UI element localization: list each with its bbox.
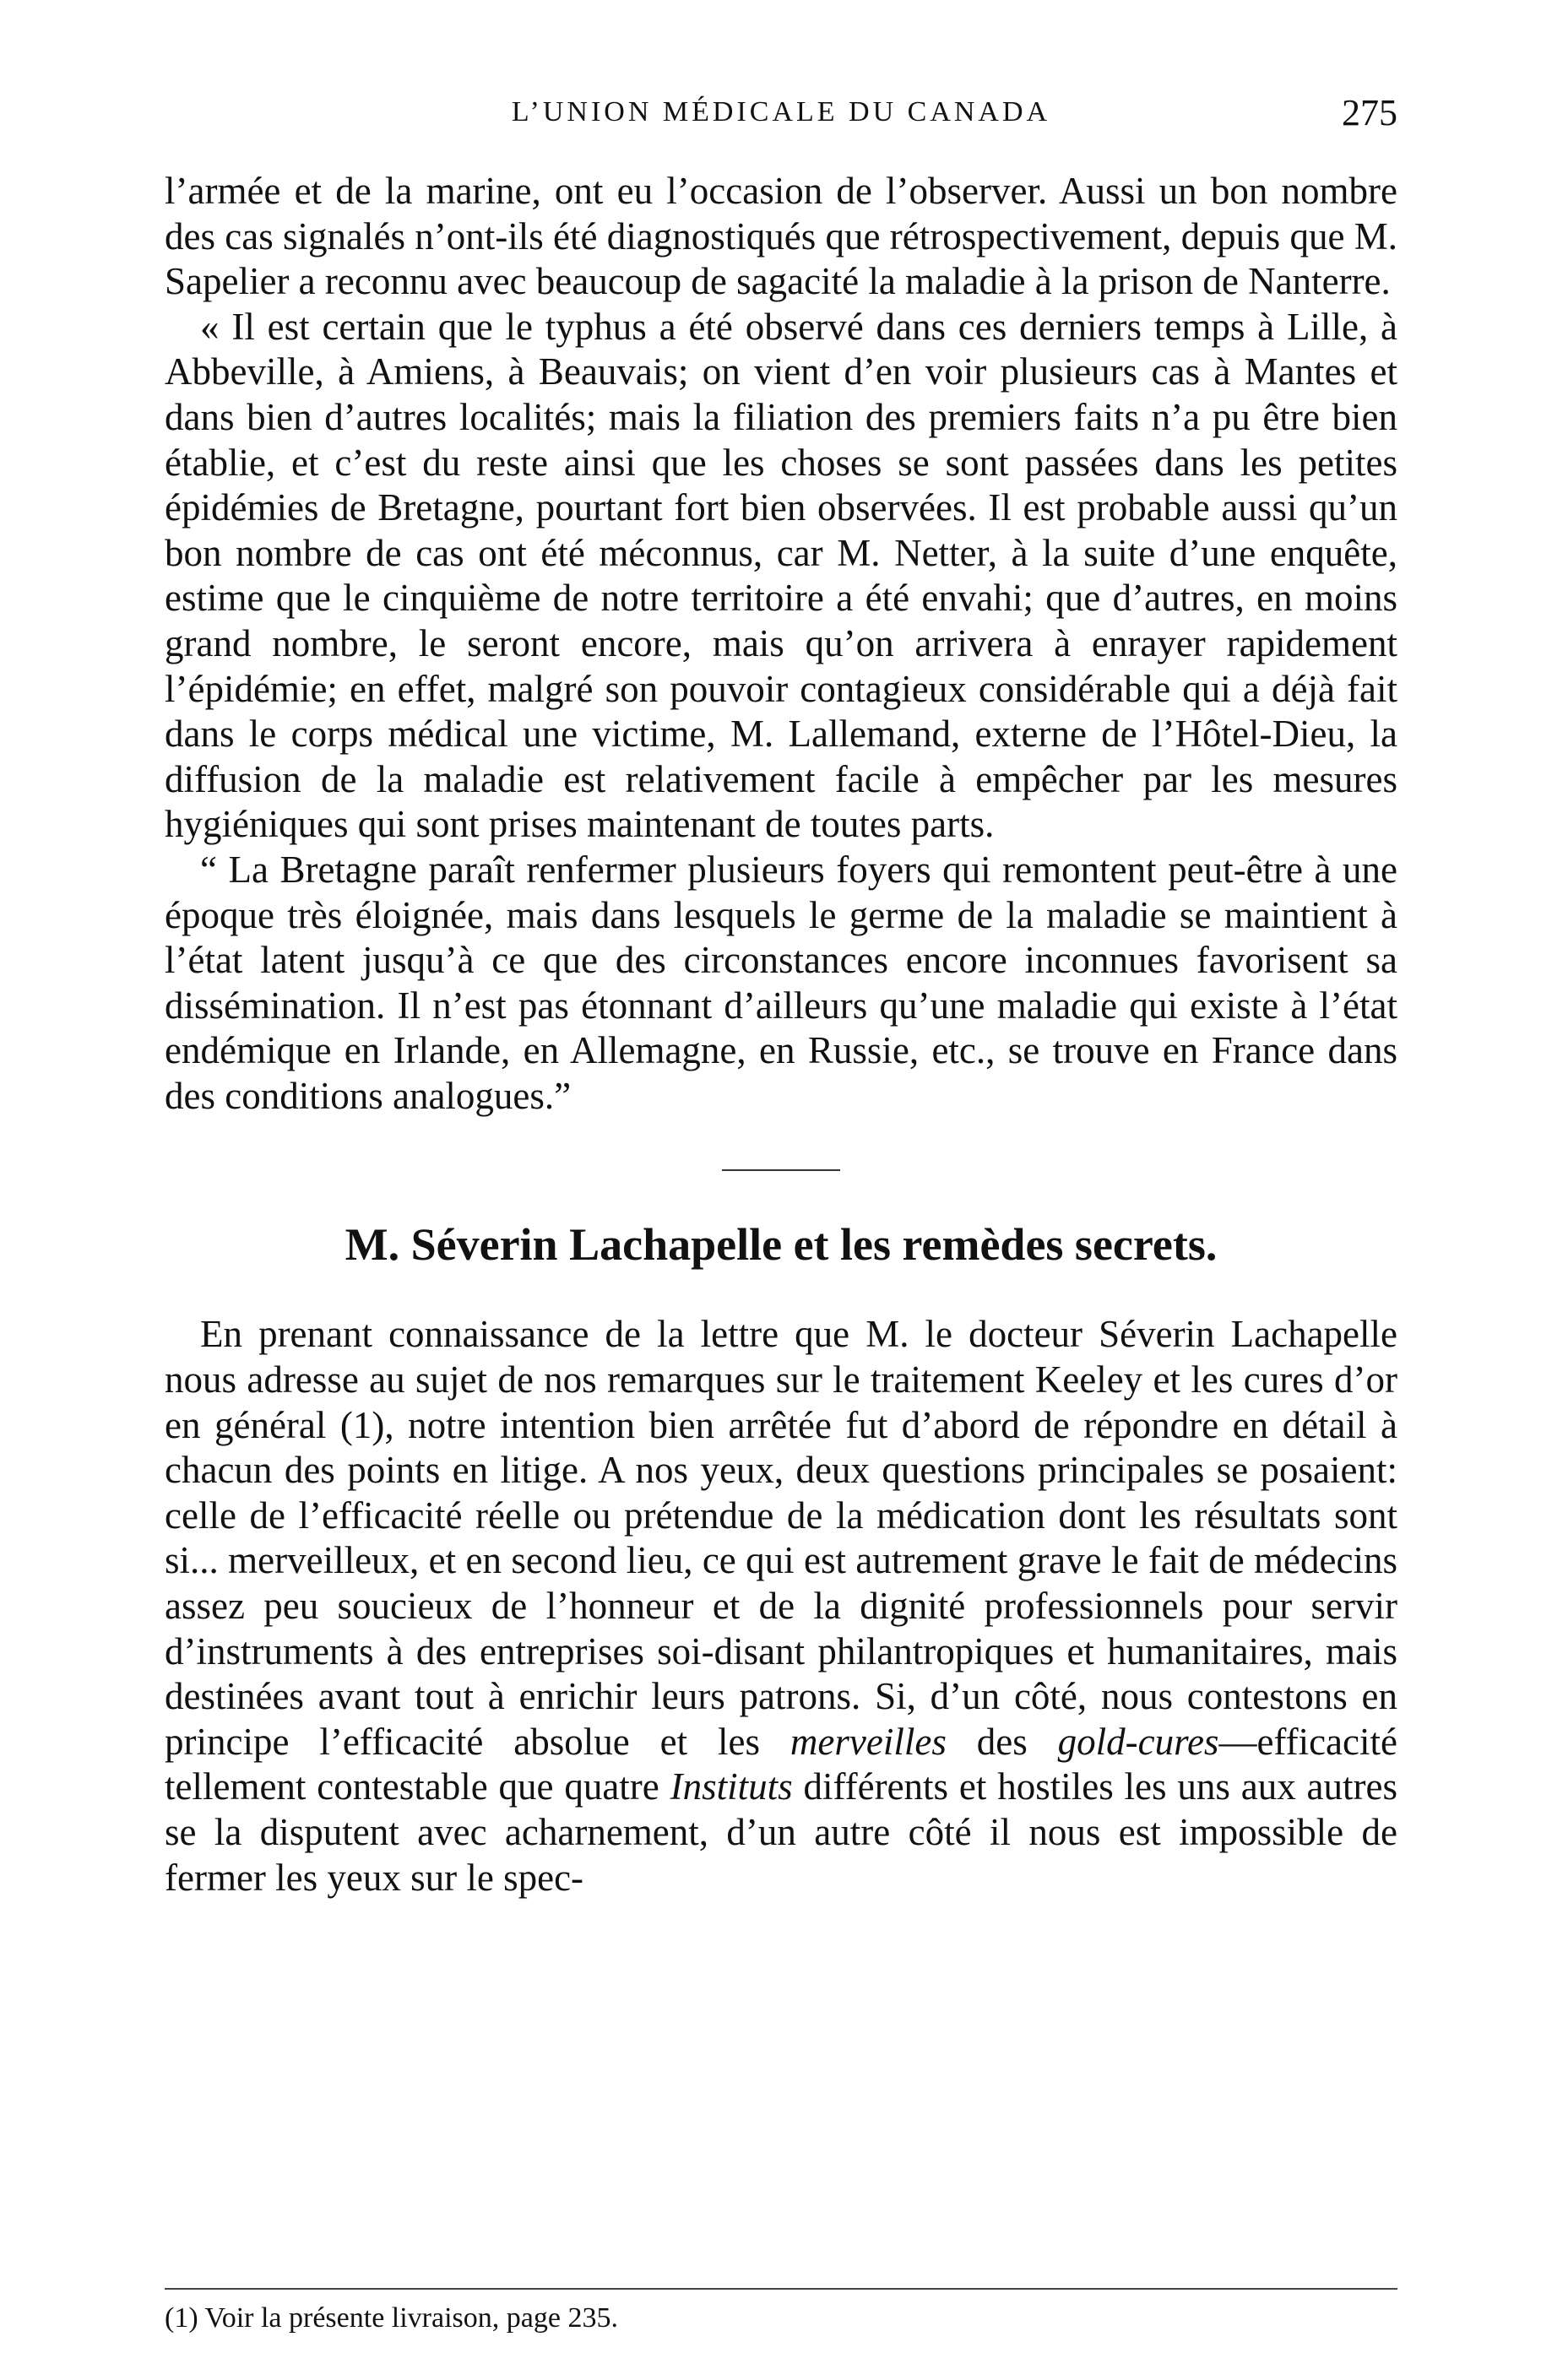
article2-italic-instituts: Instituts <box>670 1765 793 1808</box>
section-divider <box>722 1169 840 1171</box>
article1-paragraph-1: l’armée et de la marine, ont eu l’occasion de l’observer. Aussi un bon nombre des cas signalés n’ont-ils été diagnostiqués que rétrospectivement, depuis que M. Sapelier a reconnu avec beaucoup de sagacité la maladie à la prison de Nanterre. <box>165 170 1397 303</box>
section-heading: M. Séverin Lachapelle et les remèdes secrets. <box>345 1219 1218 1271</box>
article2-text-2: des <box>946 1720 1058 1763</box>
article1-paragraph-2: « Il est certain que le typhus a été observé dans ces derniers temps à Lille, à Abbeville, à Amiens, à Beauvais; on vient d’en voir plusieurs cas à Mantes et dans bien d’autres localités; mais la filiation des premiers faits n’a pu être bien établie, et c’est du reste ainsi que les choses se sont passées dans les petites épidémies de Bretagne, pourtant fort bien observées. Il est probable aussi qu’un bon nombre de cas ont été méconnus, car M. Netter, à la suite d’une enquête, estime que le cinquième de notre territoire a été envahi; que d’autres, en moins grand nombre, le seront encore, mais qu’on arrivera à enrayer rapidement l’épidémie; en effet, malgré son pouvoir contagieux considérable qui a déjà fait dans le corps médical une victime, M. Lallemand, externe de l’Hôtel-Dieu, la diffusion de la maladie est relativement facile à empêcher par les mesures hygiéniques qui sont prises maintenant de toutes parts. <box>165 305 1397 846</box>
page-header <box>165 91 1397 142</box>
article2-text-4: différents et hostiles les uns aux autres se la disputent avec acharnement, d’un autre côté il nous est impossible de fermer les yeux sur le spec- <box>165 1765 1397 1899</box>
footnote-divider <box>165 2288 1397 2290</box>
article2-paragraph-1 <box>165 1312 1397 1900</box>
footnote: (1) Voir la présente livraison, page 235. <box>165 2302 618 2334</box>
running-title: L’UNION MÉDICALE DU CANADA <box>511 96 1051 127</box>
page-number: 275 <box>1342 92 1397 133</box>
body-text <box>165 169 1397 1900</box>
article2-text-1: En prenant connaissance de la lettre que M. le docteur Séverin Lachapelle nous adresse au sujet de nos remarques sur le traitement Keeley et les cures d’or en général (1), notre intention bien arrêtée fut d’abord de répondre en détail à chacun des points en litige. A nos yeux, deux questions principales se posaient: celle de l’efficacité réelle ou prétendue de la médication dont les résultats sont si... merveilleux, et en second lieu, ce qui est autrement grave le fait de médecins assez peu soucieux de l’honneur et de la dignité professionnels pour servir d’instruments à des entreprises soi-disant philantropiques et humanitaires, mais destinées avant tout à enrichir leurs patrons. Si, d’un côté, nous contestons en principe l’efficacité absolue et les <box>165 1313 1397 1763</box>
article2-italic-gold-cures: gold-cures <box>1057 1720 1219 1763</box>
article1-paragraph-3: “ La Bretagne paraît renfermer plusieurs foyers qui remontent peut-être à une époque très éloignée, mais dans lesquels le germe de la maladie se maintient à l’état latent jusqu’à ce que des circonstances encore inconnues favorisent sa dissémination. Il n’est pas étonnant d’ailleurs qu’une maladie qui existe à l’état endémique en Irlande, en Allemagne, en Russie, etc., se trouve en France dans des conditions analogues.” <box>165 848 1397 1117</box>
article2-italic-merveilles: merveilles <box>789 1720 947 1763</box>
article2-text-3: —efficacité tellement contestable que quatre <box>165 1720 1397 1808</box>
